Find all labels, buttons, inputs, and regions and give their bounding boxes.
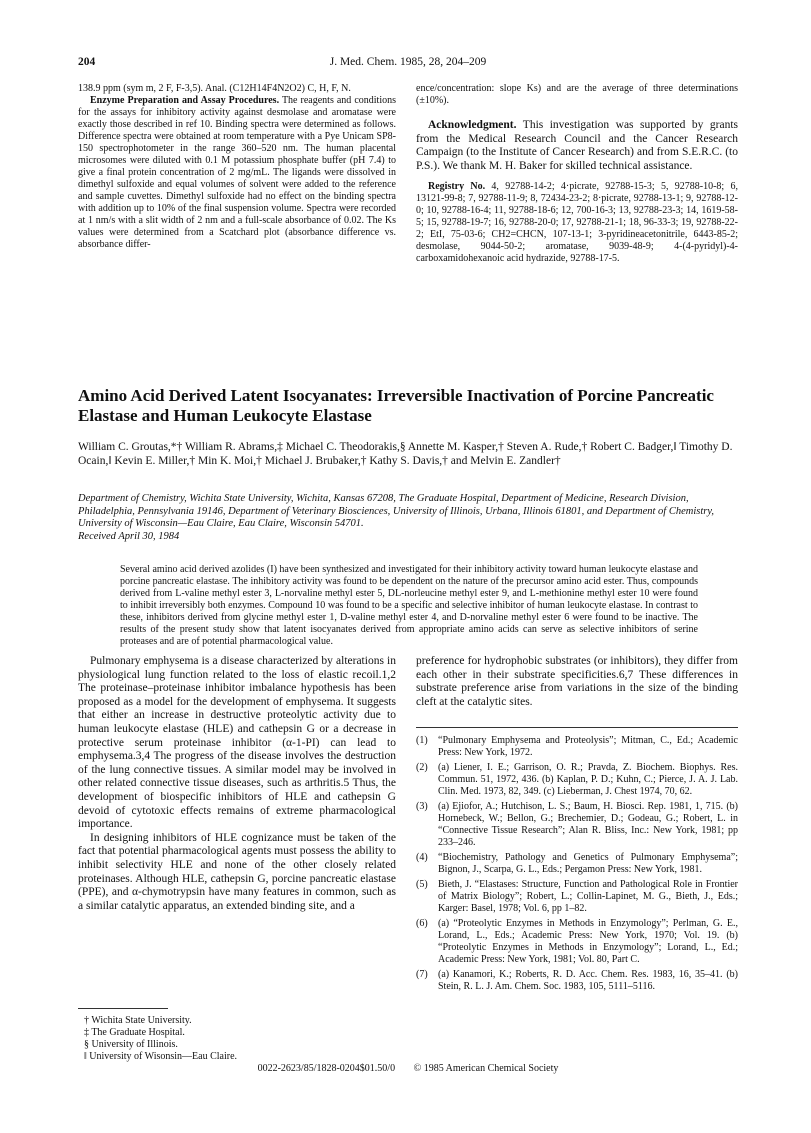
- reference-item: (1) “Pulmonary Emphysema and Proteolysis”; Mitman, C., Ed.; Academic Press: New York, 1972.: [416, 735, 738, 758]
- registry-text: 4, 92788-14-2; 4·picrate, 92788-15-3; 5, 92788-10-8; 6, 13121-99-8; 7, 92788-11-9; 8, 72434-23-2; 8·picrate, 92788-13-1; 9, 92788-12-0; 10, 92788-16-4; 11, 92788-18-6; 12, 700-16-3; 13, 92788-23-3; 14, 1619-58-5; 15, 92788-19-7; 16, 92788-20-0; 17, 92788-21-1; 18, 96-33-3; 19, 92788-22-2; EtI, 75-03-6; CH2=CHCN, 107-13-1; 3-pyridineacetonitrile, 6443-85-2; desmolase, 9044-50-2; aromatase, 9039-48-9; 4-(4-pyridyl)-4-carboxamidohexanoic acid hydrazide, 92788-17-5.: [416, 181, 738, 264]
- footnote: † Wichita State University.: [84, 1015, 192, 1026]
- footnote: ‖ University of Wisonsin—Eau Claire.: [84, 1051, 238, 1062]
- article-code: 0022-2623/85/1828-0204$01.50/0: [257, 1063, 396, 1074]
- reference-item: (6) (a) “Proteolytic Enzymes in Methods in Enzymology”; Perlman, G. E., Lorand, L., Eds.; Academic Press: New York, 1970; Vol. 19. (b) “Proteolytic Enzymes in Methods in Enzymology”; Lorand, L., Ed.; Academic Press: New York, 1981; Vol. 80, Part C.: [416, 918, 738, 965]
- footnote: ‡ The Graduate Hospital.: [84, 1027, 185, 1038]
- acknowledgment-text: This investigation was supported by grants from the Medical Research Council and the Cancer Research Campaign (to the Institute of Cancer Research) and from S.E.R.C. (to P.S.). We thank M. H. Baker for skilled technical assistance.: [416, 119, 738, 172]
- body-left-column: [78, 655, 396, 913]
- registry-heading: Registry No.: [428, 181, 486, 192]
- footnotes: [78, 1015, 396, 1063]
- body-paragraph-2: In designing inhibitors of HLE cognizance must be taken of the fact that potential pharmacological agents must possess the ability to inhibit selectivity HLE and none of the other closely related proteinases. Although HLE, cathepsin G, porcine pancreatic elastase (PPE), and α-chymotrypsin have many features in common, such as a similar catalytic apparatus, an extended binding site, and a: [78, 831, 396, 912]
- footnote: § University of Illinois.: [84, 1039, 178, 1050]
- reference-item: (4) “Biochemistry, Pathology and Genetics of Pulmonary Emphysema”; Bignon, J., Scarpa, G. L., Eds.; Pergamon Press: New York, 1981.: [416, 852, 738, 875]
- page-header: [78, 56, 738, 72]
- reference-item: (5) Bieth, J. “Elastases: Structure, Function and Pathological Role in Frontier of Matrix Biology”; Robert, L.; Collin-Lapinet, M. G., Bieth, J., Eds.; Karger: Basel, 1978; Vol. 6, pp 1–82.: [416, 879, 738, 914]
- page-number: 204: [78, 56, 96, 68]
- enzyme-paragraph: [78, 95, 396, 251]
- acknowledgment-heading: Acknowledgment.: [428, 119, 517, 131]
- reference-list: [416, 735, 738, 996]
- page-footer: [78, 1063, 738, 1074]
- references-divider: [416, 727, 738, 728]
- reference-item: (3) (a) Ejiofor, A.; Hutchison, L. S.; Baum, H. Biosci. Rep. 1981, 1, 715. (b) Hornebeck, W.; Bellon, G.; Brechemier, D.; Godeau, G.; Robert, L. in “Connective Tissue Research”; Alan R. Bliss, Inc.: New York, 1981; pp 233–246.: [416, 801, 738, 848]
- enzyme-text: The reagents and conditions for the assays for inhibitory activity against desmolase and aromatase were exactly those described in ref 10. Binding spectra were determined as follows. Difference spectra were obtained at room temperature with a Pye Unicam SP8-150 spectrophotometer in the range 360–520 nm. The human placental microsomes were diluted with 0.1 M potassium phosphate buffer (pH 7.4) to give a final protein concentration of 2 mg/mL. The ligands were dissolved in dimethyl sulfoxide and equal volumes of solvent were added to the reference and sample cuvettes. Dimethyl sulfoxide had no effect on the binding spectra with addition up to 10% of the final suspension volume. Spectra were recorded at 1 nm/s with a slit width of 2 nm and a full-scale absorbance of 0.02. The Ks values were determined from a Scatchard plot (absorbance difference vs. absorbance differ-: [78, 95, 396, 250]
- acknowledgment-paragraph: [416, 119, 738, 173]
- previous-article-right-column: [416, 83, 738, 265]
- footnote-divider: [78, 1008, 168, 1009]
- analysis-line: 138.9 ppm (sym m, 2 F, F-3,5). Anal. (C12H14F4N2O2) C, H, F, N.: [78, 83, 351, 94]
- enzyme-heading: Enzyme Preparation and Assay Procedures.: [90, 95, 280, 106]
- affiliation-block: [78, 493, 738, 543]
- registry-paragraph: [416, 181, 738, 265]
- body-right-column: [416, 655, 738, 709]
- reference-item: (7) (a) Kanamori, K.; Roberts, R. D. Acc. Chem. Res. 1983, 16, 35–41. (b) Stein, R. L. J. Am. Chem. Soc. 1983, 105, 5111–5116.: [416, 969, 738, 992]
- body-paragraph-1: Pulmonary emphysema is a disease characterized by alterations in physiological lung function related to the loss of elastic recoil.1,2 The proteinase–proteinase inhibitor imbalance hypothesis has been proposed as a model for the development of emphysema. It suggests that either an increase in destructive proteolytic activity due to human leukocyte elastase (HLE) and cathepsin G or a decrease in protective serum proteinase inhibitor (α-1-PI) can lead to emphysema.3,4 The progress of the disease involves the destruction of the lung connective tissues. A similar model may be involved in other related connective tissue diseases, such as arthritis.5 Thus, the development of biospecific inhibitors of HLE and cathepsin G devoid of cytotoxic effects remains of extreme pharmacological importance.: [78, 655, 396, 831]
- body-paragraph-3: preference for hydrophobic substrates (or inhibitors), they differ from each other in their substrate specificities.6,7 These differences in substrate preference arise from variations in the size of the binding cleft at the catalytic sites.: [416, 655, 738, 708]
- continuation-text: ence/concentration: slope Ks) and are the average of three determinations (±10%).: [416, 83, 738, 106]
- received-date: Received April 30, 1984: [78, 530, 180, 542]
- affiliations: Department of Chemistry, Wichita State University, Wichita, Kansas 67208, The Graduate Hospital, Department of Medicine, Research Division, Philadelphia, Pennsylvania 19146, Department of Veterinary Biosciences, University of Illinois, Urbana, Illinois 61801, and Department of Chemistry, University of Wisconsin—Eau Claire, Eau Claire, Wisconsin 54701.: [78, 493, 715, 529]
- abstract: Several amino acid derived azolides (I) have been synthesized and investigated for their inhibitory activity toward human leukocyte elastase and porcine pancreatic elastase. The inhibitory activity was found to be dependent on the nature of the precursor amino acid ester. Thus, compounds derived from L-valine methyl ester 3, L-norvaline methyl ester 5, DL-norleucine methyl ester 9, and L-methionine methyl ester 10 were found to inhibit irreversibly both enzymes. Compound 10 was found to be a specific and selective inhibitor of human leukocyte elastase. In contrast to these, inhibitors derived from glycine methyl ester 1, D-valine methyl ester 4, and D-norvaline methyl ester 6 were found to be inactive. The results of the present study show that latent isocyanates derived from appropriate amino acids can serve as selective inhibitors of serine proteases and are of potential pharmacological value.: [120, 564, 698, 647]
- reference-item: (2) (a) Liener, I. E.; Garrison, O. R.; Pravda, Z. Biochem. Biophys. Res. Commun. 51, 1972, 436. (b) Kaplan, P. D.; Kuhn, C.; Pierce, J. A. J. Lab. Clin. Med. 1973, 82, 349. (c) Lieberman, J. Chest 1974, 70, 62.: [416, 762, 738, 797]
- author-list: William C. Groutas,*† William R. Abrams,‡ Michael C. Theodorakis,§ Annette M. Kasper,† Steven A. Rude,† Robert C. Badger,‖ Timothy D. Ocain,‖ Kevin E. Miller,† Min K. Moi,† Michael J. Brubaker,† Kathy S. Davis,† and Melvin E. Zandler†: [78, 441, 733, 467]
- copyright: © 1985 American Chemical Society: [413, 1063, 559, 1074]
- previous-article-left-column: [78, 83, 396, 251]
- article-title: Amino Acid Derived Latent Isocyanates: Irreversible Inactivation of Porcine Pancreatic Elastase and Human Leukocyte Elastase: [78, 386, 714, 425]
- journal-citation: J. Med. Chem. 1985, 28, 204–209: [329, 56, 487, 68]
